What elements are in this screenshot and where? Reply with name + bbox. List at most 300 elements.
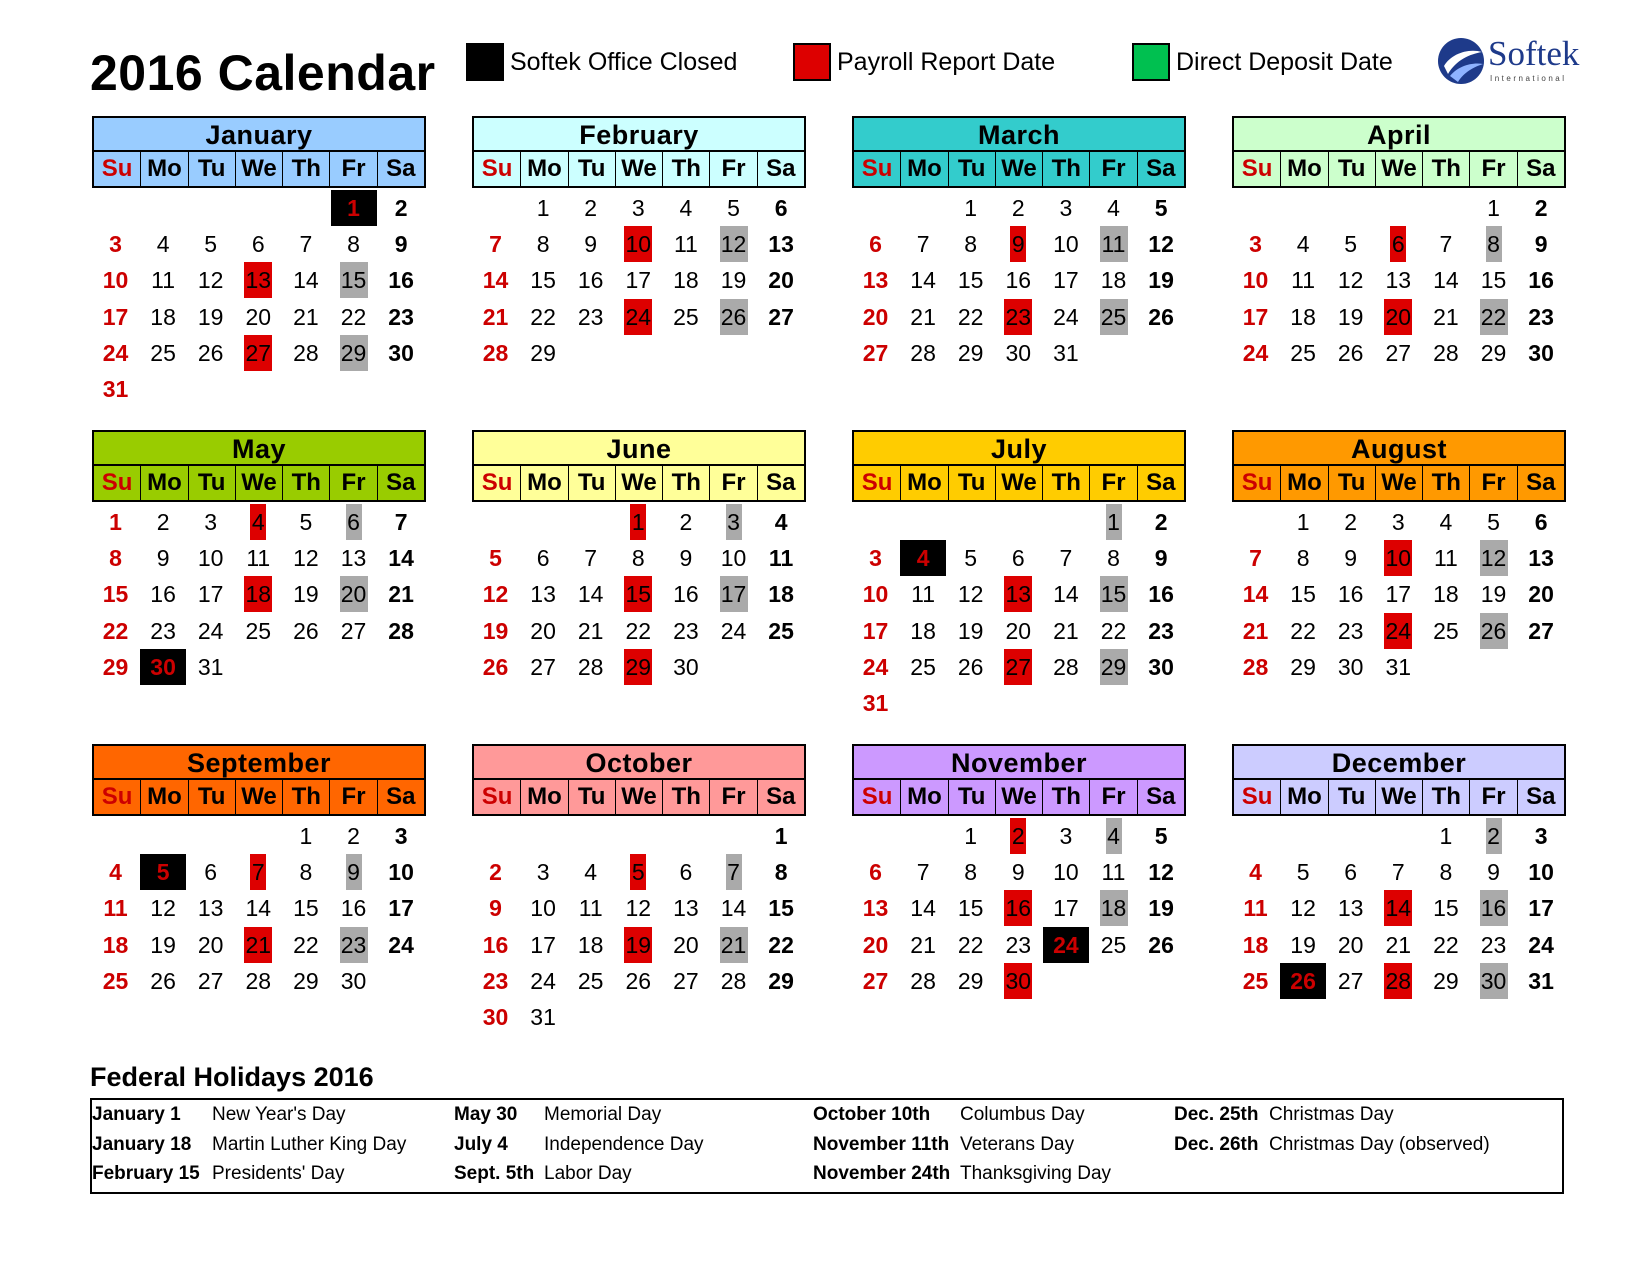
day-cell: 17 [1385, 581, 1412, 608]
weekday-label: Mo [140, 780, 187, 814]
weekday-header [1232, 152, 1566, 188]
weekday-label: We [615, 466, 662, 500]
weekday-label: Sa [1137, 152, 1184, 186]
day-cell: 7 [584, 545, 598, 572]
holiday-name: Christmas Day [1269, 1104, 1394, 1125]
weekday-label: We [235, 152, 282, 186]
month-name: May [92, 430, 426, 466]
day-cell: 14 [910, 895, 936, 922]
day-cell: 5 [1296, 859, 1310, 886]
day-cell: 24 [530, 967, 556, 994]
day-cell: 1 [1439, 823, 1453, 849]
weekday-label: Su [1241, 783, 1273, 810]
day-cell: 11 [1243, 895, 1268, 922]
day-cell: 11 [1433, 545, 1458, 572]
month-name: February [472, 116, 806, 152]
day-cell: 14 [577, 581, 604, 608]
day-cell: 3 [204, 509, 218, 535]
month-october [472, 744, 806, 1030]
day-cell: 19 [1480, 581, 1507, 608]
month-name: September [92, 744, 426, 780]
day-cell: 13 [235, 262, 282, 298]
day-cell: 5 [489, 545, 502, 572]
weekday-label: Su [101, 155, 133, 182]
weekday-header [1232, 466, 1566, 502]
day-cell: 15 [957, 267, 984, 294]
weekday-label: Tu [568, 780, 615, 814]
day-cell: 2 [584, 195, 598, 221]
day-cell: 1 [109, 509, 122, 535]
day-cell: 28 [910, 339, 936, 366]
day-cell: 16 [482, 931, 509, 958]
day-cell: 17 [1242, 303, 1269, 330]
day-cell: 26 [957, 653, 984, 680]
globe-icon [1436, 36, 1486, 86]
day-cell: 27 [235, 335, 282, 371]
weekday-header [1232, 780, 1566, 816]
day-cell: 17 [710, 576, 757, 612]
day-cell: 18 [1433, 581, 1459, 608]
day-cell: 2 [156, 509, 170, 535]
day-cell: 25 [910, 653, 936, 680]
weekday-label: Sa [1517, 466, 1564, 500]
weekday-label: Th [282, 466, 329, 500]
day-cell: 11 [911, 581, 936, 608]
day-cell: 6 [774, 195, 788, 221]
day-cell: 23 [150, 617, 176, 644]
weekday-label: Mo [1280, 152, 1327, 186]
day-cell: 2 [1344, 509, 1358, 535]
day-cell: 30 [388, 339, 414, 366]
day-cell: 2 [995, 818, 1042, 854]
day-cell: 19 [1290, 931, 1316, 958]
month-april [1232, 116, 1566, 366]
day-cell: 1 [1090, 504, 1137, 540]
day-cell: 18 [1242, 931, 1269, 958]
day-cell: 9 [394, 231, 408, 258]
day-cell: 28 [1242, 653, 1269, 680]
logo-name: Softek [1488, 34, 1580, 73]
day-cell: 16 [673, 581, 699, 608]
weekday-label: We [995, 152, 1042, 186]
legend-swatch [793, 43, 831, 81]
day-cell: 19 [615, 927, 662, 963]
day-cell: 14 [1053, 581, 1079, 608]
day-cell: 10 [102, 267, 129, 294]
holiday-date: July 4 [454, 1133, 508, 1155]
day-cell: 23 [1528, 303, 1554, 330]
month-september [92, 744, 426, 994]
day-cell: 1 [536, 195, 550, 221]
day-cell: 5 [964, 545, 978, 572]
day-cell: 17 [625, 267, 652, 294]
legend-label: Direct Deposit Date [1176, 47, 1393, 76]
day-cell: 16 [577, 267, 604, 294]
day-cell: 25 [102, 967, 129, 994]
day-cell: 20 [530, 617, 556, 644]
day-cell: 5 [299, 509, 313, 535]
weekday-label: Su [481, 469, 513, 496]
day-cell: 8 [347, 231, 360, 258]
day-cell: 15 [530, 267, 556, 294]
softek-logo [1436, 36, 1586, 86]
day-cell: 5 [140, 854, 187, 890]
day-cell: 9 [1487, 859, 1500, 886]
day-cell: 31 [862, 690, 889, 716]
day-cell: 24 [1528, 931, 1554, 958]
day-cell: 6 [204, 859, 218, 886]
day-cell: 10 [1242, 267, 1269, 294]
day-cell: 13 [673, 895, 699, 922]
day-cell: 27 [768, 303, 794, 330]
weekday-label: Fr [709, 780, 756, 814]
weekday-label: Tu [948, 780, 995, 814]
day-cell: 27 [673, 967, 699, 994]
day-cell: 9 [679, 545, 693, 572]
day-cell: 30 [1337, 653, 1364, 680]
day-cell: 24 [1375, 613, 1422, 649]
day-cell: 19 [197, 303, 224, 330]
day-cell: 30 [482, 1004, 509, 1030]
weekday-header [92, 152, 426, 188]
weekday-label: Th [1422, 466, 1469, 500]
weekday-header [92, 466, 426, 502]
day-cell: 3 [710, 504, 757, 540]
day-cell: 23 [577, 303, 604, 330]
weekday-label: Th [1042, 780, 1089, 814]
weekday-label: Mo [520, 152, 567, 186]
day-cell: 22 [102, 617, 129, 644]
day-cell: 14 [388, 545, 414, 572]
day-cell: 24 [1042, 927, 1089, 963]
day-cell: 9 [995, 226, 1042, 262]
day-cell: 26 [293, 617, 319, 644]
weekday-label: Sa [757, 780, 804, 814]
day-cell: 23 [1337, 617, 1364, 644]
day-cell: 23 [1148, 617, 1174, 644]
weekday-label: Su [861, 155, 893, 182]
day-cell: 6 [869, 231, 882, 258]
legend-item [1132, 42, 1393, 82]
day-cell: 13 [768, 231, 794, 258]
page-title: 2016 Calendar [90, 45, 436, 101]
day-cell: 29 [768, 967, 794, 994]
day-cell: 7 [710, 854, 757, 890]
day-cell: 8 [1296, 545, 1310, 572]
day-cell: 22 [530, 303, 556, 330]
weekday-label: Sa [377, 152, 424, 186]
month-name: August [1232, 430, 1566, 466]
day-cell: 27 [1385, 339, 1412, 366]
day-cell: 9 [1011, 859, 1025, 886]
day-cell: 9 [1154, 545, 1168, 572]
day-cell: 22 [1433, 931, 1459, 958]
day-cell: 15 [293, 895, 319, 922]
day-cell: 26 [150, 967, 176, 994]
day-cell: 14 [910, 267, 936, 294]
day-cell: 20 [862, 931, 889, 958]
day-cell: 10 [1053, 231, 1079, 258]
day-cell: 4 [679, 195, 693, 221]
weekday-label: Fr [709, 152, 756, 186]
day-cell: 17 [388, 895, 414, 922]
day-cell: 26 [1280, 963, 1327, 999]
weekday-label: We [1375, 780, 1422, 814]
day-cell: 26 [1470, 613, 1517, 649]
holiday-date: Dec. 25th [1174, 1104, 1259, 1125]
day-cell: 11 [1101, 859, 1126, 886]
day-cell: 23 [1480, 931, 1507, 958]
weekday-label: Th [662, 466, 709, 500]
day-cell: 10 [1375, 540, 1422, 576]
weekday-header [92, 780, 426, 816]
day-cell: 20 [197, 931, 224, 958]
weekday-label: Th [1042, 466, 1089, 500]
weekday-header [852, 466, 1186, 502]
day-cell: 17 [1053, 895, 1079, 922]
day-cell: 7 [235, 854, 282, 890]
month-name: November [852, 744, 1186, 780]
day-cell: 7 [916, 231, 930, 258]
day-cell: 8 [109, 545, 122, 572]
day-cell: 11 [673, 231, 698, 258]
day-cell: 27 [862, 339, 889, 366]
weekday-label: Su [481, 155, 513, 182]
legend-label: Payroll Report Date [837, 47, 1056, 76]
day-cell: 21 [482, 303, 509, 330]
weekday-label: Fr [1089, 152, 1136, 186]
weekday-label: Fr [1469, 780, 1516, 814]
day-cell: 13 [197, 895, 224, 922]
day-cell: 29 [1433, 967, 1459, 994]
day-cell: 21 [235, 927, 282, 963]
legend-item [466, 42, 737, 82]
day-cell: 28 [577, 653, 604, 680]
day-cell: 25 [245, 617, 272, 644]
day-cell: 1 [1296, 509, 1310, 535]
day-cell: 2 [489, 859, 502, 886]
day-cell: 11 [768, 545, 794, 572]
holiday-name: Christmas Day (observed) [1269, 1133, 1490, 1155]
holiday-date: January 1 [92, 1104, 181, 1125]
holiday-date: October 10th [813, 1104, 931, 1125]
day-cell: 29 [957, 967, 984, 994]
day-cell: 16 [1337, 581, 1364, 608]
weekday-label: Mo [520, 466, 567, 500]
day-cell: 3 [631, 195, 645, 221]
day-cell: 6 [1375, 226, 1422, 262]
month-december [1232, 744, 1566, 994]
day-cell: 28 [910, 967, 936, 994]
holiday-date: Dec. 26th [1174, 1133, 1259, 1155]
day-cell: 29 [1480, 339, 1507, 366]
month-name: January [92, 116, 426, 152]
day-cell: 11 [246, 545, 271, 572]
day-cell: 8 [1470, 226, 1517, 262]
weekday-header [472, 780, 806, 816]
day-cell: 2 [1154, 509, 1168, 535]
day-cell: 24 [862, 653, 889, 680]
day-cell: 17 [1528, 895, 1554, 922]
day-cell: 31 [102, 376, 129, 402]
weekday-header [472, 152, 806, 188]
day-cell: 25 [1100, 931, 1127, 958]
day-cell: 10 [615, 226, 662, 262]
day-cell: 15 [1090, 576, 1137, 612]
weekday-label: Sa [757, 466, 804, 500]
day-cell: 23 [995, 299, 1042, 335]
day-cell: 26 [1148, 303, 1174, 330]
day-cell: 9 [489, 895, 502, 922]
day-cell: 19 [1148, 895, 1174, 922]
day-cell: 18 [910, 617, 936, 644]
day-cell: 29 [102, 653, 129, 680]
weekday-label: We [235, 466, 282, 500]
month-march [852, 116, 1186, 366]
month-february [472, 116, 806, 366]
weekday-label: We [1375, 152, 1422, 186]
day-cell: 11 [578, 895, 603, 922]
day-cell: 23 [673, 617, 699, 644]
day-cell: 7 [916, 859, 930, 886]
day-cell: 22 [340, 303, 367, 330]
day-cell: 4 [235, 504, 282, 540]
day-cell: 8 [964, 231, 978, 258]
day-cell: 28 [293, 339, 319, 366]
day-cell: 6 [1344, 859, 1358, 886]
day-cell: 2 [679, 509, 693, 535]
day-cell: 6 [251, 231, 265, 258]
day-cell: 12 [1290, 895, 1316, 922]
day-cell: 26 [710, 299, 757, 335]
day-cell: 14 [720, 895, 747, 922]
logo-subtitle: International [1490, 74, 1567, 83]
day-cell: 16 [1005, 267, 1032, 294]
month-name: July [852, 430, 1186, 466]
day-cell: 2 [394, 195, 408, 221]
day-cell: 20 [1375, 299, 1422, 335]
day-cell: 22 [1290, 617, 1316, 644]
day-cell: 27 [530, 653, 556, 680]
day-cell: 19 [957, 617, 984, 644]
day-cell: 17 [530, 931, 556, 958]
legend-swatch [466, 43, 504, 81]
day-cell: 12 [1337, 267, 1364, 294]
weekday-label: Mo [900, 152, 947, 186]
day-cell: 5 [1487, 509, 1500, 535]
day-cell: 21 [1385, 931, 1412, 958]
day-cell: 20 [862, 303, 889, 330]
day-cell: 27 [340, 617, 367, 644]
weekday-label: Th [1422, 780, 1469, 814]
day-cell: 3 [394, 823, 408, 849]
weekday-label: Su [861, 783, 893, 810]
weekday-label: Tu [1328, 152, 1375, 186]
day-cell: 2 [1534, 195, 1548, 221]
month-august [1232, 430, 1566, 680]
day-cell: 22 [768, 931, 794, 958]
weekday-label: Mo [140, 152, 187, 186]
holiday-name: Martin Luther King Day [212, 1133, 407, 1155]
day-cell: 28 [720, 967, 747, 994]
day-cell: 29 [1290, 653, 1316, 680]
holiday-date: February 15 [92, 1163, 200, 1184]
day-cell: 9 [330, 854, 377, 890]
day-cell: 15 [957, 895, 984, 922]
day-cell: 23 [1005, 931, 1032, 958]
day-cell: 12 [1148, 859, 1174, 886]
day-cell: 1 [615, 504, 662, 540]
holiday-date: November 11th [813, 1133, 950, 1155]
weekday-label: Tu [948, 152, 995, 186]
holiday-date: January 18 [92, 1133, 192, 1155]
day-cell: 29 [615, 649, 662, 685]
holiday-name: Presidents' Day [212, 1163, 345, 1184]
day-cell: 9 [1534, 231, 1548, 258]
day-cell: 16 [1148, 581, 1174, 608]
weekday-label: Sa [377, 466, 424, 500]
day-cell: 10 [720, 545, 747, 572]
weekday-label: Su [481, 783, 513, 810]
day-cell: 27 [197, 967, 224, 994]
day-cell: 17 [197, 581, 224, 608]
day-cell: 21 [910, 931, 936, 958]
day-cell: 15 [1433, 895, 1459, 922]
day-cell: 14 [293, 267, 319, 294]
month-november [852, 744, 1186, 994]
day-cell: 13 [862, 267, 889, 294]
weekday-label: Mo [1280, 466, 1327, 500]
day-cell: 24 [197, 617, 224, 644]
weekday-label: Sa [1517, 780, 1564, 814]
day-cell: 20 [245, 303, 272, 330]
day-cell: 1 [964, 195, 978, 221]
day-cell: 30 [1528, 339, 1554, 366]
holiday-date: Sept. 5th [454, 1163, 535, 1184]
day-cell: 18 [1290, 303, 1316, 330]
day-cell: 12 [197, 267, 224, 294]
day-cell: 30 [673, 653, 699, 680]
day-cell: 12 [957, 581, 984, 608]
day-cell: 12 [293, 545, 319, 572]
day-cell: 17 [862, 617, 889, 644]
month-january [92, 116, 426, 402]
day-cell: 27 [995, 649, 1042, 685]
day-cell: 12 [150, 895, 176, 922]
day-cell: 31 [1528, 967, 1554, 994]
weekday-label: Tu [568, 152, 615, 186]
day-cell: 21 [1242, 617, 1269, 644]
weekday-label: We [615, 780, 662, 814]
day-cell: 1 [330, 190, 377, 226]
month-name: April [1232, 116, 1566, 152]
day-cell: 10 [1053, 859, 1079, 886]
month-may [92, 430, 426, 680]
day-cell: 6 [330, 504, 377, 540]
day-cell: 20 [1337, 931, 1364, 958]
day-cell: 26 [625, 967, 652, 994]
day-cell: 3 [536, 859, 550, 886]
weekday-label: Mo [900, 466, 947, 500]
weekday-label: Sa [377, 780, 424, 814]
day-cell: 1 [774, 823, 788, 849]
day-cell: 8 [964, 859, 978, 886]
day-cell: 18 [1100, 267, 1127, 294]
day-cell: 10 [862, 581, 889, 608]
weekday-label: We [615, 152, 662, 186]
day-cell: 10 [1528, 859, 1554, 886]
day-cell: 3 [869, 545, 882, 572]
